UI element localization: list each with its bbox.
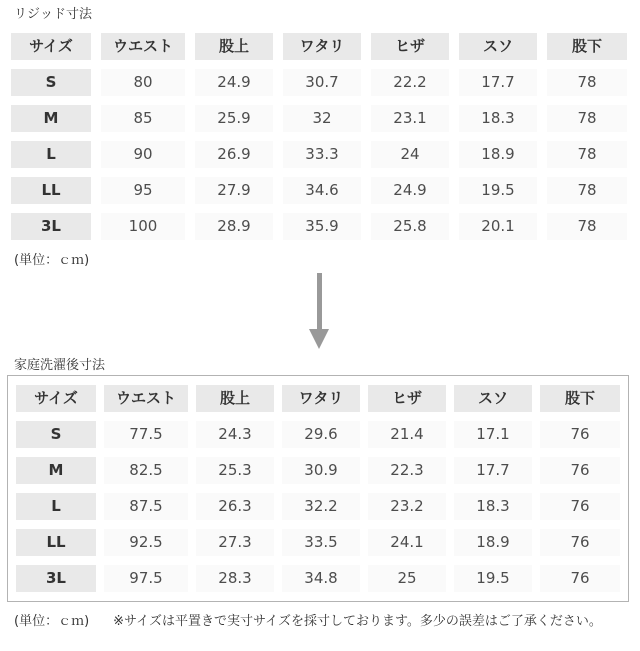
- transition-arrow: [0, 271, 640, 351]
- rigid-size-section: [0, 6, 640, 269]
- column-header-inseam: 股下: [540, 385, 620, 412]
- value-cell: 33.3: [283, 141, 361, 168]
- value-cell: 19.5: [459, 177, 537, 204]
- column-header-thigh: ワタリ: [282, 385, 360, 412]
- size-cell: S: [16, 421, 96, 448]
- value-cell: 76: [540, 457, 620, 484]
- value-cell: 78: [547, 105, 627, 132]
- value-cell: 24.9: [195, 69, 273, 96]
- rigid-table-title: リジッド寸法: [14, 7, 93, 22]
- table-row: [11, 213, 627, 240]
- value-cell: 33.5: [282, 529, 360, 556]
- size-cell: M: [16, 457, 96, 484]
- value-cell: 18.3: [454, 493, 532, 520]
- value-cell: 76: [540, 529, 620, 556]
- value-cell: 78: [547, 177, 627, 204]
- measurement-disclaimer: ※サイズは平置きで実寸サイズを採寸しております。多少の誤差はご了承ください。: [113, 614, 602, 629]
- value-cell: 18.3: [459, 105, 537, 132]
- value-cell: 26.9: [195, 141, 273, 168]
- column-header-waist: ウエスト: [101, 33, 185, 60]
- value-cell: 95: [101, 177, 185, 204]
- table-row: [16, 529, 620, 556]
- value-cell: 25.3: [196, 457, 274, 484]
- size-cell: M: [11, 105, 91, 132]
- value-cell: 97.5: [104, 565, 188, 592]
- unit-note: (単位：ｃｍ): [14, 253, 90, 268]
- table-row: [11, 177, 627, 204]
- value-cell: 24.3: [196, 421, 274, 448]
- column-header-thigh: ワタリ: [283, 33, 361, 60]
- value-cell: 18.9: [459, 141, 537, 168]
- washed-size-table: [8, 376, 628, 601]
- size-cell: L: [16, 493, 96, 520]
- value-cell: 17.1: [454, 421, 532, 448]
- size-cell: LL: [11, 177, 91, 204]
- value-cell: 34.6: [283, 177, 361, 204]
- value-cell: 30.7: [283, 69, 361, 96]
- column-header-hem: スソ: [459, 33, 537, 60]
- value-cell: 78: [547, 141, 627, 168]
- down-arrow-icon: [317, 273, 322, 329]
- value-cell: 22.3: [368, 457, 446, 484]
- table-row: [11, 105, 627, 132]
- value-cell: 30.9: [282, 457, 360, 484]
- value-cell: 25.9: [195, 105, 273, 132]
- column-header-inseam: 股下: [547, 33, 627, 60]
- value-cell: 76: [540, 493, 620, 520]
- value-cell: 26.3: [196, 493, 274, 520]
- table-row: [16, 565, 620, 592]
- rigid-size-table: [1, 24, 637, 249]
- value-cell: 24.9: [371, 177, 449, 204]
- value-cell: 76: [540, 421, 620, 448]
- size-cell: 3L: [11, 213, 91, 240]
- value-cell: 76: [540, 565, 620, 592]
- value-cell: 25.8: [371, 213, 449, 240]
- washed-header-row: [16, 385, 620, 412]
- washed-table-title: 家庭洗濯後寸法: [14, 358, 106, 373]
- value-cell: 24.1: [368, 529, 446, 556]
- value-cell: 19.5: [454, 565, 532, 592]
- down-arrow-head-icon: [309, 329, 329, 349]
- value-cell: 20.1: [459, 213, 537, 240]
- value-cell: 34.8: [282, 565, 360, 592]
- value-cell: 32: [283, 105, 361, 132]
- value-cell: 92.5: [104, 529, 188, 556]
- column-header-rise: 股上: [196, 385, 274, 412]
- value-cell: 80: [101, 69, 185, 96]
- value-cell: 25: [368, 565, 446, 592]
- value-cell: 85: [101, 105, 185, 132]
- value-cell: 27.9: [195, 177, 273, 204]
- size-cell: S: [11, 69, 91, 96]
- column-header-waist: ウエスト: [104, 385, 188, 412]
- column-header-size: サイズ: [16, 385, 96, 412]
- value-cell: 17.7: [454, 457, 532, 484]
- washed-table-border-box: [7, 375, 629, 602]
- unit-note: (単位：ｃｍ): [14, 614, 90, 629]
- value-cell: 17.7: [459, 69, 537, 96]
- column-header-size: サイズ: [11, 33, 91, 60]
- size-cell: 3L: [16, 565, 96, 592]
- table-row: [11, 141, 627, 168]
- column-header-hem: スソ: [454, 385, 532, 412]
- value-cell: 28.9: [195, 213, 273, 240]
- value-cell: 23.2: [368, 493, 446, 520]
- column-header-rise: 股上: [195, 33, 273, 60]
- rigid-header-row: [11, 33, 627, 60]
- column-header-knee: ヒザ: [368, 385, 446, 412]
- value-cell: 24: [371, 141, 449, 168]
- value-cell: 29.6: [282, 421, 360, 448]
- value-cell: 78: [547, 213, 627, 240]
- value-cell: 22.2: [371, 69, 449, 96]
- footer-notes: [14, 614, 640, 630]
- value-cell: 27.3: [196, 529, 274, 556]
- size-cell: LL: [16, 529, 96, 556]
- value-cell: 77.5: [104, 421, 188, 448]
- size-cell: L: [11, 141, 91, 168]
- value-cell: 28.3: [196, 565, 274, 592]
- value-cell: 87.5: [104, 493, 188, 520]
- value-cell: 18.9: [454, 529, 532, 556]
- value-cell: 78: [547, 69, 627, 96]
- value-cell: 100: [101, 213, 185, 240]
- table-row: [16, 493, 620, 520]
- washed-size-section: [0, 357, 640, 630]
- value-cell: 35.9: [283, 213, 361, 240]
- table-row: [16, 457, 620, 484]
- value-cell: 82.5: [104, 457, 188, 484]
- value-cell: 32.2: [282, 493, 360, 520]
- table-row: [16, 421, 620, 448]
- value-cell: 23.1: [371, 105, 449, 132]
- value-cell: 90: [101, 141, 185, 168]
- table-row: [11, 69, 627, 96]
- value-cell: 21.4: [368, 421, 446, 448]
- column-header-knee: ヒザ: [371, 33, 449, 60]
